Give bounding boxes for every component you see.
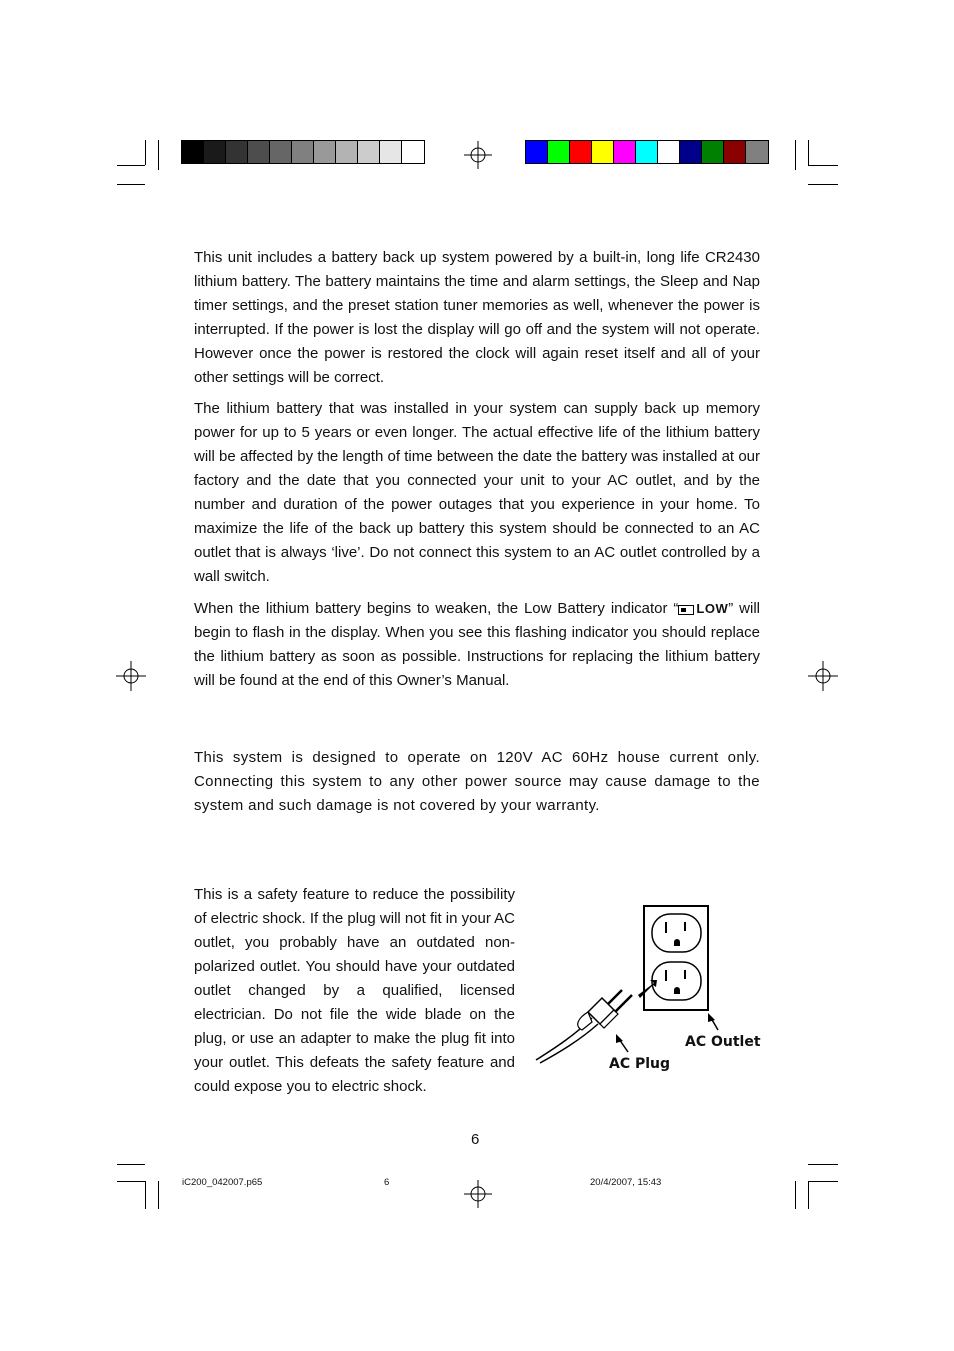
color-swatch: [636, 141, 658, 163]
crop-mark: [795, 140, 796, 170]
ac-outlet-label: AC Outlet: [685, 1034, 761, 1050]
registration-target-icon: [464, 141, 492, 169]
color-swatch: [292, 141, 314, 163]
crop-mark: [117, 1164, 145, 1165]
low-battery-text-start: When the lithium battery begins to weaken, the Low Battery indicator “: [194, 600, 679, 617]
footer-filename: iC200_042007.p65: [182, 1177, 263, 1188]
color-swatch: [248, 141, 270, 163]
crop-mark: [145, 1181, 146, 1209]
color-swatch: [548, 141, 570, 163]
crop-mark: [795, 1181, 796, 1209]
color-swatch: [380, 141, 402, 163]
crop-mark: [117, 184, 145, 185]
low-indicator-label: LOW: [696, 601, 729, 616]
color-swatch: [592, 141, 614, 163]
color-swatch: [526, 141, 548, 163]
color-swatch: [680, 141, 702, 163]
polarized-plug-paragraph: This is a safety feature to reduce the possibility of electric shock. If the plug will not fit in your AC outlet, you probably have an outdated non-polarized outlet. You should have your outdated outlet changed by a qualified, licensed electrician. Do not file the wide blade on the plug, or use an adapter to make the plug fit into your outlet. This defeats the safety feature and could expose you to electric shock.: [194, 886, 515, 1095]
color-swatch: [724, 141, 746, 163]
crop-mark: [808, 1181, 809, 1209]
color-swatch: [314, 141, 336, 163]
color-swatch: [702, 141, 724, 163]
crop-mark: [808, 165, 838, 166]
color-swatch: [204, 141, 226, 163]
color-swatch: [358, 141, 380, 163]
low-battery-text-end: ” will begin to flash in the display. When you see this flashing indicator you should replace the lithium battery as soon as possible. Instructions for replacing the lithium battery will be found at the end of this Owner’s Manual.: [194, 600, 760, 689]
battery-icon: [678, 605, 694, 615]
color-swatch: [402, 141, 424, 163]
crop-mark: [145, 140, 146, 165]
power-source-paragraph: This system is designed to operate on 120V AC 60Hz house current only. Connecting this system to any other power source may cause damage to the system and such damage is not covered by your warranty.: [194, 749, 760, 814]
color-swatch: [570, 141, 592, 163]
color-swatch: [658, 141, 680, 163]
crop-mark: [808, 1164, 838, 1165]
registration-target-icon: [464, 1180, 492, 1208]
color-swatch: [746, 141, 768, 163]
crop-mark: [808, 1181, 838, 1182]
color-swatch: [336, 141, 358, 163]
color-swatch: [182, 141, 204, 163]
crop-mark: [117, 165, 145, 166]
grayscale-swatch-bar: [181, 140, 425, 164]
battery-backup-paragraph: This unit includes a battery back up system powered by a built-in, long life CR2430 lithium battery. The battery maintains the time and alarm settings, the Sleep and Nap timer settings, and the preset station tuner memories as well, whenever the power is interrupted. If the power is lost the display will go off and the system will not operate. However once the power is restored the clock will again reset itself and all of your other settings will be correct.: [194, 249, 760, 386]
ac-plug-label: AC Plug: [609, 1056, 671, 1072]
registration-target-icon: [116, 661, 146, 691]
crop-mark: [808, 184, 838, 185]
color-swatch-bar: [525, 140, 769, 164]
footer-date: 20/4/2007, 15:43: [590, 1177, 662, 1188]
registration-target-icon: [808, 661, 838, 691]
battery-life-paragraph: The lithium battery that was installed in your system can supply back up memory power for up to 5 years or even longer. The actual effective life of the lithium battery will be affected by the length of time between the date the battery was installed at our factory and the date that you connected your unit to your AC outlet, and by the number and duration of the power outages that you experience in your home. To maximize the life of the back up battery this system should be connected to an AC outlet that is always ‘live’. Do not connect this system to an AC outlet controlled by a wall switch.: [194, 400, 760, 585]
crop-mark: [117, 1181, 145, 1182]
footer-page: 6: [384, 1177, 390, 1188]
color-swatch: [614, 141, 636, 163]
crop-mark: [158, 140, 159, 170]
low-battery-indicator: [678, 597, 728, 621]
color-swatch: [270, 141, 292, 163]
color-swatch: [226, 141, 248, 163]
page-number: 6: [471, 1131, 480, 1148]
low-battery-paragraph: [194, 597, 760, 693]
crop-mark: [808, 140, 809, 165]
crop-mark: [158, 1181, 159, 1209]
